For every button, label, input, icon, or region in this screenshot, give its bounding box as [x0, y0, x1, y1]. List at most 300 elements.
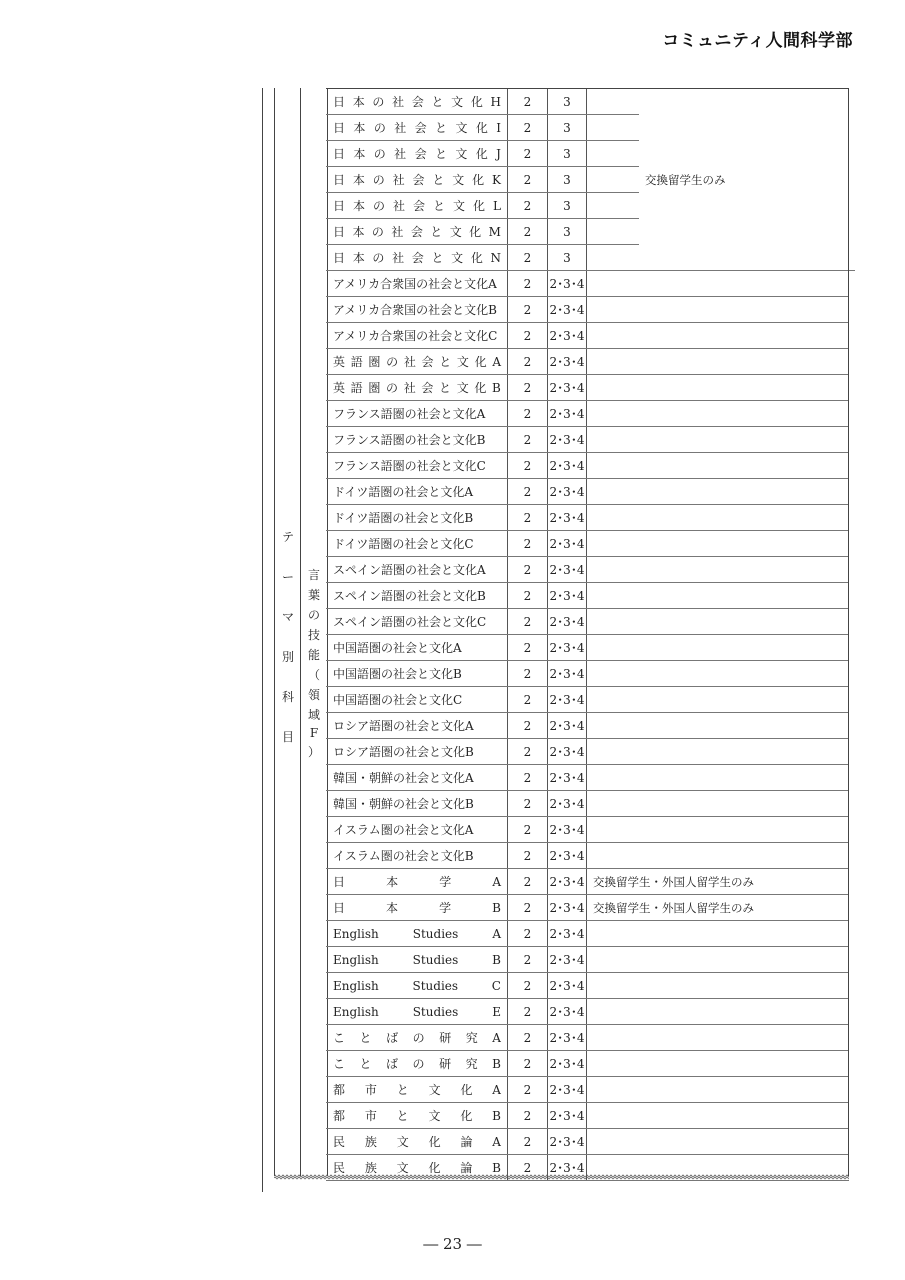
- note-cell: [587, 583, 849, 608]
- year-cell: 2･3･4: [548, 557, 587, 582]
- course-name-part: I: [496, 120, 501, 135]
- course-name-part: と: [432, 173, 445, 187]
- course-name-part: 日: [333, 225, 346, 239]
- course-name-part: アメリカ合衆国の社会と文化A: [333, 277, 497, 291]
- year-cell: 2･3･4: [548, 323, 587, 348]
- table-row: [326, 765, 849, 791]
- course-name-part: 会: [413, 199, 426, 213]
- course-name-part: A: [492, 926, 501, 941]
- course-name: [326, 583, 508, 608]
- course-name: [326, 739, 508, 764]
- course-name: [326, 765, 508, 790]
- category-char: 葉: [307, 588, 320, 602]
- course-name-part: 本: [386, 901, 399, 915]
- course-name: [326, 817, 508, 842]
- table-row: [326, 271, 849, 297]
- page-header-title: コミュニティ人間科学部: [662, 31, 853, 51]
- year-cell: 3: [548, 193, 587, 218]
- course-name: [326, 687, 508, 712]
- course-name: [326, 349, 508, 374]
- course-name-part: 市: [364, 1109, 377, 1123]
- course-name-part: 社: [403, 355, 416, 369]
- course-name-part: イスラム圏の社会と文化B: [333, 849, 474, 863]
- year-cell: 2･3･4: [548, 661, 587, 686]
- table-row: [326, 1129, 849, 1155]
- course-name-part: の: [371, 225, 384, 239]
- course-name-part: 本: [353, 147, 366, 161]
- year-cell: 2･3･4: [548, 505, 587, 530]
- table-row: [326, 895, 849, 921]
- course-name: [326, 167, 508, 192]
- course-name-part: 化: [460, 1109, 473, 1123]
- credits-cell: 2: [508, 557, 548, 582]
- note-cell: [587, 921, 849, 946]
- course-name-part: B: [492, 380, 501, 395]
- course-name-part: 会: [421, 381, 434, 395]
- table-row: [326, 843, 849, 869]
- course-name-part: J: [496, 146, 501, 161]
- note-cell: 交換留学生・外国人留学生のみ: [593, 900, 754, 915]
- course-name: [326, 323, 508, 348]
- year-cell: 2･3･4: [548, 297, 587, 322]
- course-name-part: 社: [394, 121, 407, 135]
- course-name-part: 化: [460, 1083, 473, 1097]
- course-name-part: 本: [386, 875, 399, 889]
- course-name-part: English: [333, 926, 379, 941]
- course-name-part: ば: [386, 1057, 399, 1071]
- course-name-part: 化: [469, 225, 482, 239]
- course-name: [326, 973, 508, 998]
- note-cell: [587, 505, 849, 530]
- course-name-part: 韓国・朝鮮の社会と文化B: [333, 797, 474, 811]
- course-name-part: イスラム圏の社会と文化A: [333, 823, 474, 837]
- year-cell: 2･3･4: [548, 375, 587, 400]
- credits-cell: 2: [508, 193, 548, 218]
- table-row: [326, 609, 849, 635]
- table-row: [326, 817, 849, 843]
- course-name-part: の: [372, 251, 385, 265]
- course-name-part: A: [492, 354, 501, 369]
- course-name-part: 文: [428, 1083, 441, 1097]
- credits-cell: 2: [508, 297, 548, 322]
- category-char: 目: [281, 730, 294, 744]
- course-name-part: 化: [475, 121, 488, 135]
- course-name: [326, 479, 508, 504]
- course-name: [326, 791, 508, 816]
- course-name-part: の: [386, 355, 399, 369]
- course-name: [326, 609, 508, 634]
- year-cell: 2･3･4: [548, 765, 587, 790]
- course-name-part: English: [333, 1004, 379, 1019]
- course-name: [326, 375, 508, 400]
- year-cell: 2･3･4: [548, 947, 587, 972]
- table-row: [326, 687, 849, 713]
- credits-cell: 2: [508, 895, 548, 920]
- credits-cell: 2: [508, 1077, 548, 1102]
- note-cell: [587, 427, 849, 452]
- table-right-border: [848, 88, 849, 1176]
- course-name-part: 会: [414, 147, 427, 161]
- course-name-part: Studies: [412, 978, 459, 993]
- year-cell: 2･3･4: [548, 817, 587, 842]
- category-char: 技: [307, 628, 320, 642]
- category-char: テ: [281, 530, 294, 544]
- course-name-part: 文: [428, 1109, 441, 1123]
- category-char: 領: [307, 688, 320, 702]
- course-name: [326, 453, 508, 478]
- credits-cell: 2: [508, 89, 548, 114]
- course-name-part: A: [492, 1134, 501, 1149]
- course-name-part: の: [412, 1057, 425, 1071]
- category-char: 域: [307, 708, 320, 722]
- course-name-part: 化: [428, 1135, 441, 1149]
- year-cell: 2･3･4: [548, 739, 587, 764]
- course-name-part: 本: [352, 173, 365, 187]
- note-cell: [587, 765, 849, 790]
- table-row: [326, 1077, 849, 1103]
- course-name-part: 会: [411, 251, 424, 265]
- note-cell: [587, 661, 849, 686]
- table-row: [326, 999, 849, 1025]
- course-name-part: 社: [393, 199, 406, 213]
- course-name-part: 化: [474, 381, 487, 395]
- credits-cell: 2: [508, 167, 548, 192]
- course-name-part: と: [396, 1083, 409, 1097]
- course-name-part: と: [439, 381, 452, 395]
- note-cell: [587, 1051, 849, 1076]
- category-char: 言: [307, 568, 320, 582]
- course-name-part: の: [372, 173, 385, 187]
- table-row: [326, 869, 849, 895]
- note-cell: [587, 323, 849, 348]
- course-name-part: 文: [452, 173, 465, 187]
- credits-cell: 2: [508, 947, 548, 972]
- course-name: [326, 999, 508, 1024]
- course-name-part: B: [492, 1160, 501, 1175]
- course-name-part: B: [492, 1056, 501, 1071]
- course-name-part: H: [490, 94, 501, 109]
- course-name-part: 会: [410, 225, 423, 239]
- credits-cell: 2: [508, 791, 548, 816]
- credits-cell: 2: [508, 609, 548, 634]
- table-row: [326, 739, 849, 765]
- category-char: 科: [281, 690, 294, 704]
- course-name-part: 文: [456, 355, 469, 369]
- year-cell: 3: [548, 89, 587, 114]
- credits-cell: 2: [508, 687, 548, 712]
- course-name-part: 族: [364, 1135, 377, 1149]
- course-name-part: 化: [475, 147, 488, 161]
- credits-cell: 2: [508, 843, 548, 868]
- course-name: [326, 843, 508, 868]
- course-name-part: 日: [333, 901, 346, 915]
- credits-cell: 2: [508, 869, 548, 894]
- note-cell: [587, 531, 849, 556]
- table-row: [326, 453, 849, 479]
- table-row: [326, 921, 849, 947]
- course-name-part: 文: [455, 121, 468, 135]
- course-name-part: の: [373, 147, 386, 161]
- course-name-part: と: [433, 199, 446, 213]
- course-name-part: 文: [455, 147, 468, 161]
- table-row: [326, 635, 849, 661]
- course-name-part: スペイン語圏の社会と文化C: [333, 615, 487, 629]
- course-name: [326, 1129, 508, 1154]
- course-name-part: 韓国・朝鮮の社会と文化A: [333, 771, 474, 785]
- note-cell: [587, 687, 849, 712]
- course-name-part: こ: [333, 1057, 346, 1071]
- table-row: [326, 661, 849, 687]
- credits-cell: 2: [508, 375, 548, 400]
- course-name-part: 社: [391, 225, 404, 239]
- note-cell: [587, 999, 849, 1024]
- category-char: マ: [281, 610, 294, 624]
- note-cell: [587, 713, 849, 738]
- course-name-part: 会: [421, 355, 434, 369]
- course-name-part: 文: [396, 1135, 409, 1149]
- course-name-part: 都: [333, 1109, 346, 1123]
- course-name-part: 文: [456, 381, 469, 395]
- year-cell: 3: [548, 219, 587, 244]
- course-name: [326, 557, 508, 582]
- course-name-part: English: [333, 952, 379, 967]
- note-cell: [587, 635, 849, 660]
- course-name-part: と: [435, 121, 448, 135]
- course-name-part: C: [491, 978, 501, 993]
- course-name-part: 日: [333, 173, 346, 187]
- note-cell: [587, 1103, 849, 1128]
- course-name-part: 圏: [368, 381, 381, 395]
- credits-cell: 2: [508, 245, 548, 270]
- category-char: 能: [307, 648, 320, 662]
- course-name-part: Studies: [412, 1004, 459, 1019]
- category-column-theme: [274, 88, 301, 1176]
- course-name: [326, 427, 508, 452]
- course-name-part: 中国語圏の社会と文化B: [333, 667, 462, 681]
- course-name-part: と: [359, 1057, 372, 1071]
- course-name-part: と: [439, 355, 452, 369]
- course-name-part: 日: [333, 121, 346, 135]
- course-name-part: B: [492, 900, 501, 915]
- course-name-part: 社: [392, 95, 405, 109]
- course-name: [326, 921, 508, 946]
- note-cell: [587, 973, 849, 998]
- course-name-part: 文: [451, 251, 464, 265]
- note-cell: [587, 843, 849, 868]
- year-cell: 2･3･4: [548, 427, 587, 452]
- year-cell: 2･3･4: [548, 713, 587, 738]
- table-row: [326, 297, 849, 323]
- note-cell: [587, 817, 849, 842]
- category-char: 別: [281, 650, 294, 664]
- course-name-part: 究: [465, 1031, 478, 1045]
- credits-cell: 2: [508, 1129, 548, 1154]
- table-row: [326, 713, 849, 739]
- course-name-part: 英: [333, 381, 346, 395]
- credits-cell: 2: [508, 479, 548, 504]
- course-name-part: 論: [460, 1161, 473, 1175]
- year-cell: 2･3･4: [548, 1103, 587, 1128]
- merged-note-exchange: 交換留学生のみ: [639, 89, 855, 271]
- course-name-part: 社: [403, 381, 416, 395]
- table-row: [326, 323, 849, 349]
- note-cell: [587, 375, 849, 400]
- credits-cell: 2: [508, 349, 548, 374]
- course-name-part: ば: [386, 1031, 399, 1045]
- credits-cell: 2: [508, 765, 548, 790]
- year-cell: 2･3･4: [548, 869, 587, 894]
- course-name-part: ロシア語圏の社会と文化A: [333, 719, 474, 733]
- category-label-language: [301, 566, 327, 760]
- table-row: [326, 401, 849, 427]
- course-name-part: A: [492, 874, 501, 889]
- course-name-part: 日: [333, 199, 346, 213]
- course-name-part: 研: [439, 1057, 452, 1071]
- year-cell: 3: [548, 141, 587, 166]
- year-cell: 2･3･4: [548, 479, 587, 504]
- course-name-part: 民: [333, 1161, 346, 1175]
- credits-cell: 2: [508, 635, 548, 660]
- credits-cell: 2: [508, 1103, 548, 1128]
- table-row: [326, 349, 849, 375]
- course-name-part: 日: [333, 251, 346, 265]
- course-name-part: アメリカ合衆国の社会と文化B: [333, 303, 497, 317]
- course-name-part: の: [386, 381, 399, 395]
- course-name-part: Studies: [412, 926, 459, 941]
- course-name-part: 語: [350, 355, 363, 369]
- category-char: の: [307, 608, 320, 622]
- table-wavy-bottom: [274, 1174, 849, 1180]
- category-char: F: [309, 726, 319, 740]
- credits-cell: 2: [508, 323, 548, 348]
- year-cell: 2･3･4: [548, 583, 587, 608]
- course-name: [326, 271, 508, 296]
- course-name: [326, 245, 508, 270]
- course-name-part: 日: [333, 95, 346, 109]
- credits-cell: 2: [508, 141, 548, 166]
- year-cell: 2･3･4: [548, 791, 587, 816]
- table-row: [326, 479, 849, 505]
- note-cell: [587, 453, 849, 478]
- credits-cell: 2: [508, 271, 548, 296]
- credits-cell: 2: [508, 999, 548, 1024]
- course-name-part: K: [492, 172, 501, 187]
- course-name-part: アメリカ合衆国の社会と文化C: [333, 329, 498, 343]
- year-cell: 3: [548, 167, 587, 192]
- course-name-part: N: [490, 250, 501, 265]
- year-cell: 2･3･4: [548, 349, 587, 374]
- course-name-part: 社: [392, 251, 405, 265]
- course-name: [326, 297, 508, 322]
- year-cell: 3: [548, 245, 587, 270]
- course-name-part: A: [492, 1030, 501, 1045]
- course-name-part: の: [372, 95, 385, 109]
- course-name-part: と: [430, 225, 443, 239]
- course-name-part: 学: [439, 901, 452, 915]
- credits-cell: 2: [508, 713, 548, 738]
- course-name: [326, 635, 508, 660]
- course-name: [326, 531, 508, 556]
- category-char: ー: [281, 570, 294, 584]
- course-name-part: 文: [449, 225, 462, 239]
- year-cell: 2･3･4: [548, 1051, 587, 1076]
- course-name: [326, 1025, 508, 1050]
- course-name-part: 本: [352, 95, 365, 109]
- year-cell: 2･3･4: [548, 271, 587, 296]
- course-name-part: English: [333, 978, 379, 993]
- note-cell: [587, 1077, 849, 1102]
- credits-cell: 2: [508, 817, 548, 842]
- course-name-part: 化: [472, 173, 485, 187]
- course-name-part: 論: [460, 1135, 473, 1149]
- course-name-part: 日: [333, 875, 346, 889]
- course-name-part: 化: [473, 199, 486, 213]
- year-cell: 2･3･4: [548, 401, 587, 426]
- course-name-part: 英: [333, 355, 346, 369]
- course-name-part: ロシア語圏の社会と文化B: [333, 745, 474, 759]
- course-name-part: L: [493, 198, 501, 213]
- year-cell: 2･3･4: [548, 609, 587, 634]
- table-row: [326, 557, 849, 583]
- note-cell: [587, 297, 849, 322]
- note-cell: [587, 479, 849, 504]
- course-name: [326, 713, 508, 738]
- course-name-part: フランス語圏の社会と文化C: [333, 459, 486, 473]
- note-cell: [587, 401, 849, 426]
- table-row: [326, 427, 849, 453]
- credits-cell: 2: [508, 1155, 548, 1180]
- course-name-part: 本: [352, 251, 365, 265]
- course-name-part: 日: [333, 147, 346, 161]
- credits-cell: 2: [508, 401, 548, 426]
- course-name: [326, 1051, 508, 1076]
- year-cell: 2･3･4: [548, 453, 587, 478]
- table-row: [326, 791, 849, 817]
- course-name-part: 学: [439, 875, 452, 889]
- credits-cell: 2: [508, 427, 548, 452]
- credits-cell: 2: [508, 739, 548, 764]
- course-name: [326, 895, 508, 920]
- note-cell: [587, 1025, 849, 1050]
- course-name: [326, 219, 508, 244]
- course-name-part: こ: [333, 1031, 346, 1045]
- course-name-part: 文: [396, 1161, 409, 1175]
- table-row: [326, 583, 849, 609]
- course-name: [326, 141, 508, 166]
- course-name-part: 中国語圏の社会と文化A: [333, 641, 462, 655]
- course-name: [326, 89, 508, 114]
- credits-cell: 2: [508, 453, 548, 478]
- category-char: （: [307, 668, 320, 682]
- credits-cell: 2: [508, 531, 548, 556]
- course-name: [326, 193, 508, 218]
- category-column-language: [300, 88, 328, 1176]
- course-name-part: 本: [353, 121, 366, 135]
- table-row: [326, 973, 849, 999]
- year-cell: 2･3･4: [548, 531, 587, 556]
- year-cell: 3: [548, 115, 587, 140]
- table-row: [326, 531, 849, 557]
- course-name-part: 会: [414, 121, 427, 135]
- year-cell: 2･3･4: [548, 1129, 587, 1154]
- category-label-theme: [275, 528, 301, 745]
- year-cell: 2･3･4: [548, 1025, 587, 1050]
- credits-cell: 2: [508, 505, 548, 530]
- course-name-part: スペイン語圏の社会と文化A: [333, 563, 486, 577]
- course-name-part: 圏: [368, 355, 381, 369]
- note-cell: [587, 1129, 849, 1154]
- course-name-part: 都: [333, 1083, 346, 1097]
